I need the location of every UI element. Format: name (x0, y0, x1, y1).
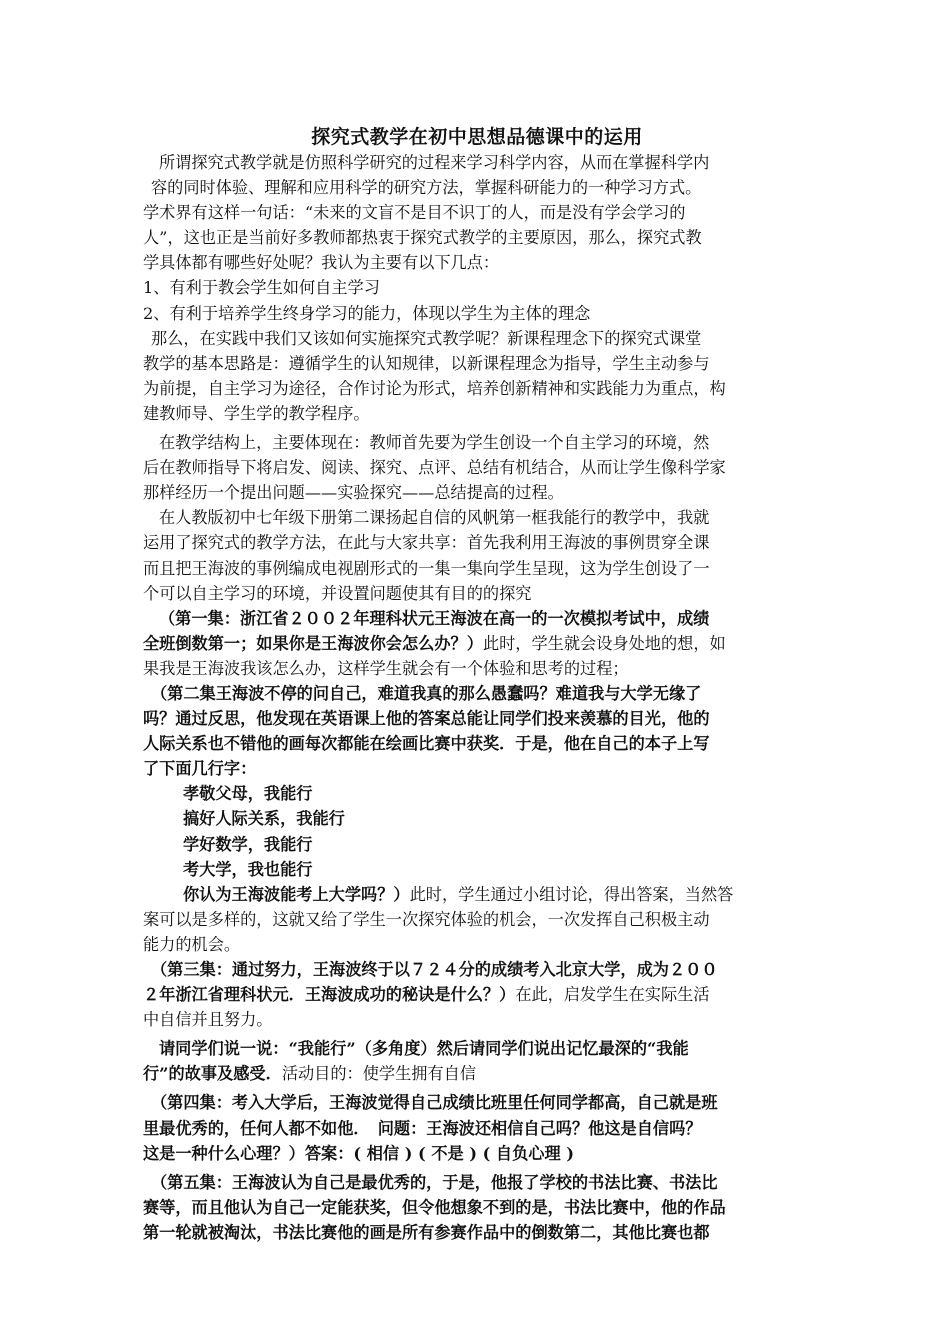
text-line: 那么，在实践中我们又该如何实施探究式教学呢？新课程理念下的探究式课堂 (151, 328, 702, 348)
activity-goal: 活动目的：使学生拥有自信 (281, 1064, 477, 1084)
activity-paragraph (143, 1036, 811, 1086)
episode-commentary: 在此，启发学生在实际生活 (515, 985, 710, 1005)
method-paragraph (143, 326, 811, 426)
text-line (143, 631, 811, 656)
text-line: 人际关系也不错他的画每次都能在绘画比赛中获奖．于是，他在自己的本子上写 (143, 734, 710, 754)
text-line: （第四集：考入大学后，王海波觉得自己成绩比班里任何同学都高，自己就是班 (151, 1093, 718, 1113)
list-item-2: 2、有利于培养学生终身学习的能力，体现以学生为主体的理念 (143, 303, 591, 323)
document-title: 探究式教学在初中思想品德课中的运用 (311, 126, 643, 148)
text-line: 请同学们说一说：“我能行”（多角度）然后请同学们说出记忆最深的“我能 (159, 1039, 689, 1059)
text-line: （第一集：浙江省２００２年理科状元王海波在高一的一次模拟考试中，成绩 (159, 608, 710, 628)
text-line: 为前提，自主学习为途径，合作讨论为形式，培养创新精神和实践能力为重点，构 (143, 378, 726, 398)
text-line: 了下面几行字： (143, 759, 257, 779)
activity-prompt: 行”的故事及感受． (143, 1064, 282, 1084)
text-line: 个可以自主学习的环境，并设置问题使其有目的的探究 (143, 583, 532, 603)
text-line: 运用了探究式的教学方法，在此与大家共享：首先我利用王海波的事例贯穿全课 (143, 533, 710, 553)
text-line: 里最优秀的，任何人都不如他． 问题：王海波还相信自己吗？他这是自信吗？ (143, 1118, 702, 1138)
document-page (143, 124, 811, 1245)
text-line (143, 1061, 811, 1086)
text-line: 在教学结构上，主要体现在：教师首先要为学生创设一个自主学习的环境，然 (159, 433, 710, 453)
poem-line: 学好数学，我能行 (183, 834, 313, 854)
text-line: 所谓探究式教学就是仿照科学研究的过程来学习科学内容，从而在掌握科学内 (159, 153, 710, 172)
text-line: 人”，这也正是当前好多教师都热衷于探究式教学的主要原因，那么，探究式教 (143, 228, 702, 248)
structure-paragraph (143, 430, 811, 505)
text-line: 第一轮就被淘汰，书法比赛他的画是所有参赛作品中的倒数第二，其他比赛也都 (143, 1222, 710, 1242)
text-line: 学术界有这样一句话：“未来的文盲不是目不识丁的人，而是没有学会学习的 (143, 203, 686, 223)
text-line: 学具体都有哪些好处呢？我认为主要有以下几点： (143, 253, 500, 273)
text-line: （第五集：王海波认为自己是最优秀的，于是，他报了学校的书法比赛、书法比 (151, 1172, 718, 1192)
text-line: 吗？通过反思，他发现在英语课上他的答案总能让同学们投来羡慕的目光，他的 (143, 709, 710, 729)
episode-1 (143, 606, 811, 681)
example-paragraph (143, 505, 811, 605)
episode-5 (143, 1170, 811, 1245)
text-line: 在人教版初中七年级下册第二课扬起自信的风帆第一框我能行的教学中，我就 (159, 508, 710, 528)
list-item-1: 1、有利于教会学生如何自主学习 (143, 278, 380, 298)
episode-3 (143, 957, 811, 1032)
episode-4 (143, 1090, 811, 1165)
poem-line: 考大学，我也能行 (183, 859, 313, 879)
episode-question: 全班倒数第一；如果你是王海波你会怎么办？） (143, 633, 483, 653)
episode-question: ２年浙江省理科状元．王海波成功的秘诀是什么？） (143, 985, 516, 1005)
poem-line: 搞好人际关系，我能行 (183, 809, 345, 829)
episode-question: 你认为王海波能考上大学吗？） (183, 884, 410, 904)
text-line: 而且把王海波的事例编成电视剧形式的一集一集向学生呈现，这为学生创设了一 (143, 558, 710, 578)
text-line: （第三集：通过努力，王海波终于以７２４分的成绩考入北京大学，成为２００ (151, 960, 718, 979)
intro-paragraph (143, 150, 811, 326)
episode-2 (143, 681, 811, 957)
text-line (143, 982, 811, 1007)
text-line: 能力的机会。 (143, 934, 241, 954)
text-line: 赛等，而且他认为自己一定能获奖，但令他想象不到的是，书法比赛中，他的作品 (143, 1197, 726, 1217)
text-line: 建教师导、学生学的教学程序。 (143, 403, 370, 423)
episode-commentary: 此时，学生通过小组讨论，得出答案，当然答 (409, 884, 734, 904)
text-line: 中自信并且努力。 (143, 1010, 273, 1030)
text-line: 那样经历一个提出问题——实验探究——总结提高的过程。 (143, 483, 564, 503)
episode-commentary: 此时，学生就会设身处地的想，如 (482, 633, 726, 653)
text-line: 这是一种什么心理？）答案：( 相信 ) ( 不是 ) ( 自负心理 ) (143, 1143, 574, 1163)
text-line: （第二集王海波不停的问自己，难道我真的那么愚蠢吗？难道我与大学无缘了 (151, 683, 702, 703)
text-line (143, 882, 811, 907)
text-line: 案可以是多样的，这就又给了学生一次探究体验的机会，一次发挥自己积极主动 (143, 909, 710, 929)
text-line: 果我是王海波我该怎么办，这样学生就会有一个体验和思考的过程； (143, 658, 629, 678)
poem-line: 孝敬父母，我能行 (183, 784, 313, 804)
text-line: 容的同时体验、理解和应用科学的研究方法，掌握科研能力的一种学习方式。 (151, 178, 702, 198)
text-line: 教学的基本思路是：遵循学生的认知规律，以新课程理念为指导，学生主动参与 (143, 353, 710, 373)
text-line: 后在教师指导下将启发、阅读、探究、点评、总结有机结合，从而让学生像科学家 (143, 458, 726, 478)
